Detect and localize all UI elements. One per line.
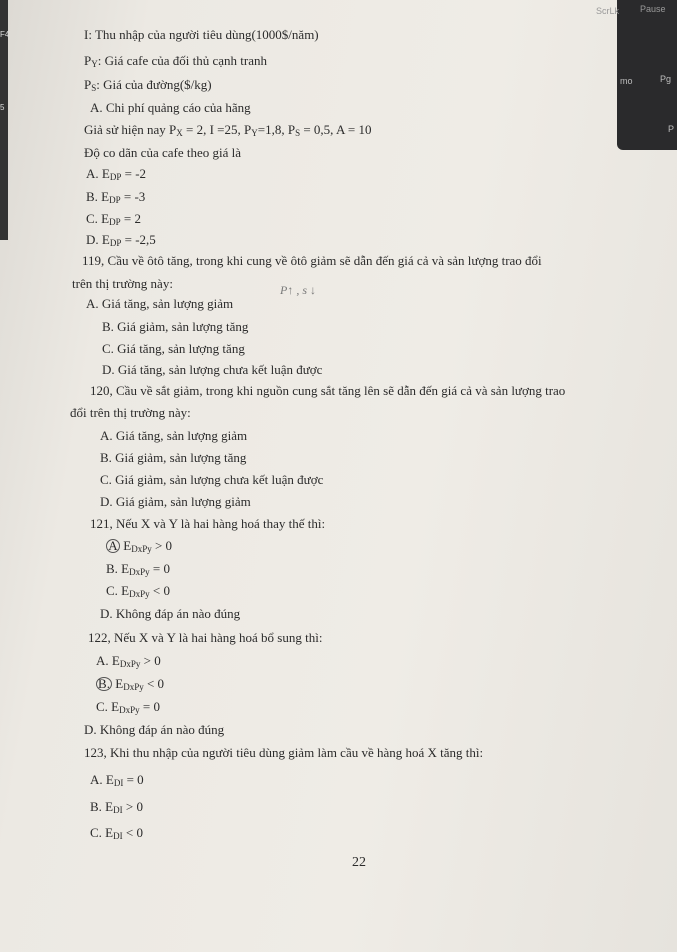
key-f4-label: F4	[0, 30, 10, 39]
q122-option-d: D. Không đáp án nào đúng	[84, 722, 225, 737]
key-scrlk-label: ScrLk	[596, 6, 620, 16]
q120-option-c: C. Giá giảm, sản lượng chưa kết luận được	[100, 472, 324, 487]
q120-option-d: D. Giá giảm, sản lượng giảm	[100, 494, 251, 509]
q119-handwritten-note: P↑ , s ↓	[280, 283, 316, 297]
intro-line-ad: A. Chi phí quảng cáo của hãng	[90, 100, 251, 115]
q123-stem: 123, Khi thu nhập của người tiêu dùng giảm làm cầu về hàng hoá X tăng thì:	[84, 745, 484, 760]
q119-option-c: C. Giá tăng, sản lượng tăng	[102, 341, 245, 356]
q121-option-c: C. $E_{DxPy} < 0$	[106, 583, 170, 599]
q118-option-c: C. $E_{DP} = 2$	[86, 211, 141, 227]
q119-option-a: A. Giá tăng, sản lượng giảm	[86, 296, 234, 311]
q119-stem-line1: 119, Cầu về ôtô tăng, trong khi cung về ôtô giảm sẽ dẫn đến giá cả và sản lượng trao đổi	[82, 253, 542, 268]
circled-answer-mark: A	[106, 539, 120, 553]
q123-option-a: A. $E_{DI} = 0$	[90, 772, 144, 788]
q121-option-b: B. $E_{DxPy} = 0$	[106, 561, 170, 577]
q119-option-b: B. Giá giảm, sản lượng tăng	[102, 319, 249, 334]
circled-answer-mark: B.	[96, 677, 112, 691]
intro-line-py: $P_Y$: Giá cafe của đối thủ cạnh tranh	[84, 53, 268, 69]
q121-option-a: A $E_{DxPy} > 0$	[106, 538, 172, 557]
q119-option-d: D. Giá tăng, sản lượng chưa kết luận được	[102, 362, 323, 377]
intro-line-question: Độ co dãn của cafe theo giá là	[84, 145, 242, 160]
key-pause-label: Pause	[640, 4, 666, 14]
intro-line-income: I: Thu nhập của người tiêu dùng(1000$/năm)	[84, 27, 319, 42]
q118-option-b: B. $E_{DP} = -3$	[86, 189, 146, 205]
q119-stem-line2: trên thị trường này:	[72, 276, 173, 291]
key-p-label: P	[668, 124, 675, 134]
q121-option-d: D. Không đáp án nào đúng	[100, 606, 241, 621]
q120-stem-line2: đổi trên thị trường này:	[70, 405, 191, 420]
key-5-label: 5	[0, 103, 5, 112]
key-mo-label: mo	[620, 76, 633, 86]
intro-line-ps: $P_S$: Giá của đường($/kg)	[84, 77, 212, 93]
q123-option-c: C. $E_{DI} < 0$	[90, 825, 143, 841]
q120-stem-line1: 120, Cầu về sắt giảm, trong khi nguồn cung sắt tăng lên sẽ dẫn đến giá cả và sản lượng trao	[90, 383, 566, 398]
key-pg-label: Pg	[660, 74, 672, 84]
q122-option-c: C. $E_{DxPy} = 0$	[96, 699, 160, 715]
q118-option-a: A. $E_{DP} = -2$	[86, 166, 147, 182]
q122-stem: 122, Nếu X và Y là hai hàng hoá bổ sung thì:	[88, 630, 323, 645]
intro-line-assume: Giả sử hiện nay $P_X = 2$, I =25, $P_Y=1,8$, $P_S = 0,5$, A = 10	[84, 122, 372, 138]
q122-option-a: A. $E_{DxPy} > 0$	[96, 653, 161, 669]
q121-stem: 121, Nếu X và Y là hai hàng hoá thay thế thì:	[90, 516, 326, 531]
q118-option-d: D. $E_{DP} = -2,5$	[86, 232, 156, 248]
q122-option-b: B. $E_{DxPy} < 0$	[96, 676, 164, 695]
page-number: 22	[352, 855, 366, 870]
q120-option-b: B. Giá giảm, sản lượng tăng	[100, 450, 247, 465]
q123-option-b: B. $E_{DI} > 0$	[90, 799, 143, 815]
q120-option-a: A. Giá tăng, sản lượng giảm	[100, 428, 248, 443]
